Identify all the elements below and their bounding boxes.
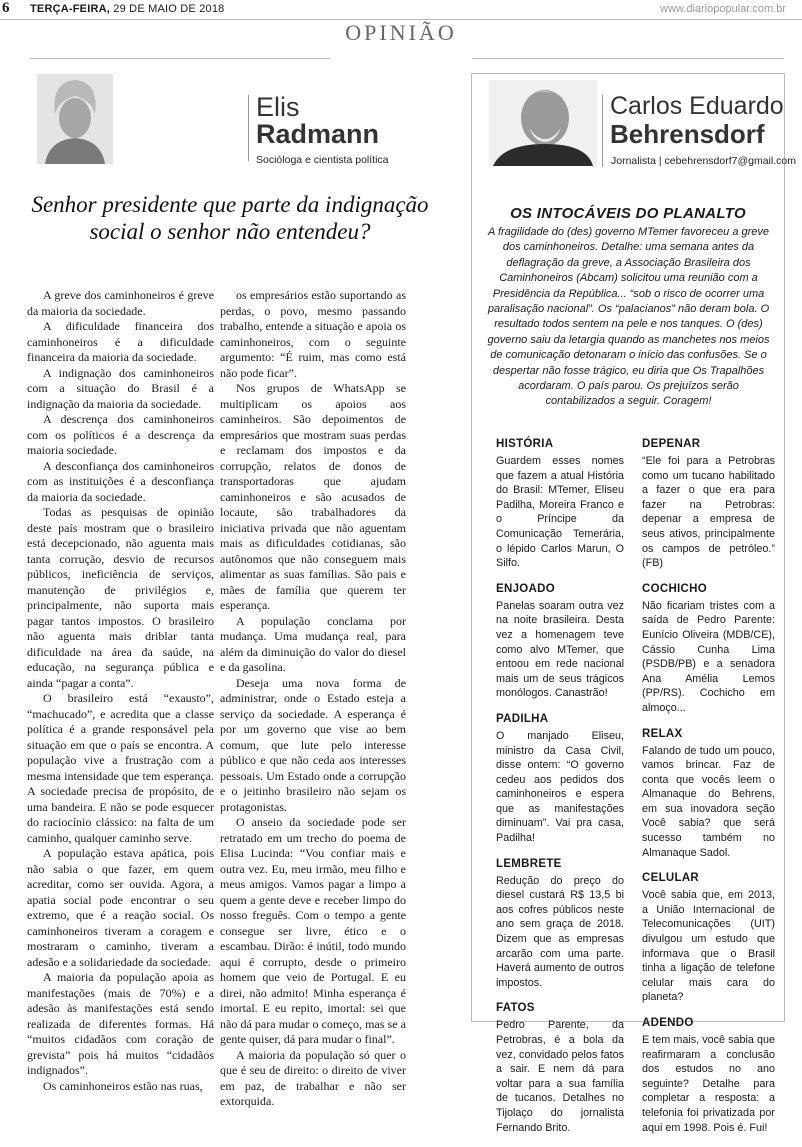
article-paragraph: A desconfiança dos caminhoneiros com as instituições é a desconfiança da maioria da sociedade. bbox=[27, 458, 214, 504]
note-title: CELULAR bbox=[642, 872, 700, 885]
section-rule-left bbox=[30, 58, 330, 59]
note-title: ENJOADO bbox=[496, 582, 555, 595]
author-first-name-left: Elis bbox=[256, 92, 300, 122]
note-title: FATOS bbox=[496, 1002, 535, 1015]
article-paragraph: A greve dos caminhoneiros é greve da maioria da sociedade. bbox=[27, 288, 214, 318]
note-enjoado bbox=[496, 583, 624, 701]
date: 29 DE MAIO DE 2018 bbox=[113, 3, 225, 15]
article-paragraph: Nos grupos de WhatsApp se multiplicam os apoios aos caminheiros. São depoimentos de empresários que mostram suas perdas e reclamam dos impostos e da corrupção, relatos de donos de transportadoras que ajudam caminhoneiros e são acusados de locaute, são trabalhadores da iniciativa privada que não aguentam mais as dificuldades cotidianas, são autônomos que não conseguem mais alimentar as suas famílias. São pais e mães de família que querem ter esperança. bbox=[220, 381, 406, 612]
article-column-2 bbox=[220, 288, 406, 1110]
note-cochicho bbox=[642, 583, 775, 716]
section-rule-right bbox=[472, 58, 784, 59]
article-paragraph: Os caminhoneiros estão nas ruas, bbox=[43, 1078, 203, 1093]
author-divider-right bbox=[602, 95, 603, 167]
note-title: ADENDO bbox=[642, 1017, 694, 1029]
note-title: HISTÓRIA bbox=[496, 438, 554, 450]
note-relax bbox=[642, 728, 775, 861]
site-url[interactable]: www.diariopopular.com.br bbox=[660, 3, 786, 15]
note-text: Panelas soaram outra vez na noite brasileira. Desta vez a homenagem teve como alvo MTemer, que entoou em rede nacional mais um de seus trágicos monólogos. Canastrão! bbox=[496, 599, 624, 700]
note-title: RELAX bbox=[642, 727, 683, 740]
note-adendo bbox=[642, 1017, 775, 1135]
author-last-name-left: Radmann bbox=[256, 119, 380, 149]
article-paragraph: Deseja uma nova forma de administrar, onde o Estado esteja a serviço da sociedade. A esperança é por um governo que vise ao bem comum, que lute pelo interesse público e que não ceda aos interesses pessoais. Um Estado onde a corrupção e o jeitinho brasileiro não sejam os protagonistas. bbox=[220, 675, 406, 814]
note-title: PADILHA bbox=[496, 712, 549, 725]
note-text: Pedro Parente, da Petrobras, é a bola da vez, convidado pelos fatos a sair. E nem dá para voltar para a sua família de tucanos. Detalhes no Tijolaço do jornalista Fernando Brito. bbox=[496, 1019, 624, 1134]
author-first-name-right: Carlos Eduardo bbox=[610, 92, 784, 120]
article-headline: Senhor presidente que parte da indignação social o senhor não entendeu? bbox=[31, 192, 429, 244]
note-história bbox=[496, 438, 624, 571]
article-paragraph: A maioria da população apoia as manifestações (mais de 70%) e a adesão às manifestações está sendo realizada de diferentes formas. Há “muitos cidadãos com coração de grevista” pois há muitos “cidadãos indignados”. bbox=[27, 970, 214, 1077]
note-text: Não ficariam tristes com a saída de Pedro Parente: Eunício Oliveira (MDB/CE), Cássio Cunha Lima (PSDB/PB) e a senadora Ana Amélia Lemos (PP/RS). Cochicho em almoço... bbox=[642, 599, 775, 714]
note-depenar bbox=[642, 438, 775, 571]
portrait-image bbox=[37, 74, 113, 164]
note-text: O manjado Eliseu, ministro da Casa Civil, disse ontem: “O governo cedeu aos pedidos dos caminhoneiros e espera que as manifestações diminuam”. Vai pra casa, Padilha! bbox=[496, 729, 624, 845]
column-title: OS INTOCÁVEIS DO PLANALTO bbox=[510, 205, 746, 222]
note-text: Guardem esses nomes que fazem a atual História do Brasil: MTemer, Eliseu Padilha, Moreira Franco e o Príncipe da Comunicação Temerária, o lépido Carlos Marun, O Silfo. bbox=[496, 455, 624, 570]
article-paragraph: A dificuldade financeira dos caminhoneiros é a dificuldade financeira da maioria da sociedade. bbox=[27, 319, 214, 364]
page-number: 6 bbox=[2, 0, 10, 16]
article-paragraph: os empresários estão suportando as perdas, o povo, mesmo passando trabalho, entende a situação e apoia os caminhoneiros, com o seguinte argumento: “É ruim, mas como está não pode ficar”. bbox=[220, 288, 406, 380]
note-text: Você sabia que, em 2013, a União Internacional de Telecomunicações (UIT) divulgou um estudo que informava que o Brasil tinha a ligação de telefone celular mais cara do planeta? bbox=[642, 889, 775, 1004]
article-paragraph: O brasileiro está “exausto”, “machucado”, e acredita que a classe política é a grande responsável pela situação em que o país se encontra. A população vive a frustração com a mesma intensidade que tem esperança. A sociedade precisa de propósito, de uma bandeira. E não se pode esquecer do raciocínio clássico: na falta de um caminho, qualquer caminho serve. bbox=[27, 691, 214, 845]
author-divider-left bbox=[248, 95, 249, 161]
article-paragraph: O anseio da sociedade pode ser retratado em um trecho do poema de Elisa Lucinda: “Vou confiar mais e outra vez. Eu, meu irmão, meu filho e meus amigos. Vamos pagar a limpo a quem a gente deve e receber limpo do nosso freguês. Com o tempo a gente consegue ser livre, ético e o escambau. Dirão: é inútil, todo mundo aqui é corrupto, desde o primeiro homem que veio de Portugal. E eu direi, não admito! Minha esperança é imortal. E eu repito, imortal: sei que não dá para mudar o começo, mas se a gente quiser, dá para mudar o final”. bbox=[220, 815, 406, 1046]
author-role-left: Socióloga e cientista política bbox=[256, 154, 389, 166]
article-paragraph: A maioria da população só quer o que é seu de direito: o direito de viver em paz, de trabalhar e não ser extorquida. bbox=[220, 1047, 406, 1108]
notes-column-left bbox=[496, 438, 624, 1147]
article-paragraph: Todas as pesquisas de opinião deste país mostram que o brasileiro está decepcionado, não aguenta mais tanta corrução, desvio de recursos públicos, ineficiência de serviços, manutenção de privilégios e, principalmente, não suporta mais pagar tantos impostos. O brasileiro não aguenta mais driblar tanta dificuldade na área da saúde, na educação, na segurança pública e ainda “pagar a conta”. bbox=[27, 505, 214, 690]
author-photo-carlos bbox=[489, 80, 597, 166]
note-fatos bbox=[496, 1002, 624, 1135]
note-title: COCHICHO bbox=[642, 582, 708, 595]
article-paragraph: A população conclama por mudança. Uma mudança real, para além da diminuição do valor do diesel e da gasolina. bbox=[220, 613, 406, 674]
article-column-1 bbox=[27, 288, 214, 1094]
article-paragraph: A descrença dos caminhoneiros com os políticos é a descrença da maioria sociedade. bbox=[27, 412, 214, 457]
portrait-image bbox=[489, 80, 597, 166]
note-celular bbox=[642, 872, 775, 1005]
notes-column-right bbox=[642, 438, 775, 1147]
article-paragraph: A população estava apática, pois não sabia o que fazer, em quem acreditar, como ser ouvida. Agora, a apatia social pode encontrar o seu extremo, que é a reação social. Os caminhoneiros tiveram a coragem e mostraram o caminho, tiveram a adesão e a solidariedade da sociedade. bbox=[27, 846, 214, 969]
article-paragraph: A indignação dos caminhoneiros com a situação do Brasil é a indignação da maioria da sociedade. bbox=[27, 365, 214, 411]
dateline bbox=[30, 3, 225, 15]
note-title: DEPENAR bbox=[642, 438, 701, 450]
top-bar bbox=[0, 0, 802, 20]
note-title: LEMBRETE bbox=[496, 857, 562, 870]
note-text: Redução do preço do diesel custará R$ 13,5 bi aos cofres públicos neste ano sem graça de 2018. Dizem que as empresas arcarão com uma parte. Haverá aumento de outros impostos. bbox=[496, 874, 624, 989]
author-photo-elis bbox=[37, 74, 113, 164]
note-text: “Ele foi para a Petrobras como um tucano habilitado a fazer o que era para fazer na Petrobras: depenar a empresa de seus ativos, principalmente os campos de petróleo.” (FB) bbox=[642, 455, 775, 570]
author-role-right: Jornalista | cebehrensdorf7@gmail.com bbox=[611, 155, 796, 167]
weekday: TERÇA-FEIRA, bbox=[30, 3, 111, 15]
author-last-name-right: Behrensdorf bbox=[610, 119, 765, 149]
note-lembrete bbox=[496, 858, 624, 991]
section-title: OPINIÃO bbox=[345, 20, 457, 45]
note-text: Falando de tudo um pouco, vamos brincar. Faz de conta que vocês leem o Almanaque do Behrens, em sua inovadora seção Você sabia? que será sucesso também no Almanaque Sadol. bbox=[642, 744, 775, 859]
column-intro: A fragilidade do (des) governo MTemer favoreceu a greve dos caminhoneiros. Detalhe: uma semana antes da deflagração da greve, a Associação Brasileira dos Caminhoneiros (Abcam) solicitou uma reunião com a Presidência da República... “sob o risco de ocorrer uma paralisação nacional”. Os “palacianos” não deram bola. O resultado todos sentem na pele e nos tanques. O (des) governo saiu da letargia quando as manchetes nos meios de comunicação detonaram o início das confusões. Se o despertar não fosse trágico, eu diria que Os Trapalhões acordaram. O país parou. Os prejuízos serão contabilizados a seguir. Coragem! bbox=[487, 226, 770, 408]
note-padilha bbox=[496, 713, 624, 846]
note-text: E tem mais, você sabia que reafirmaram a conclusão dos estudos no ano seguinte? Detalhe para completar a resposta: a telefonia foi privatizada por aqui em 1998. Pois é. Fui! bbox=[642, 1034, 775, 1134]
